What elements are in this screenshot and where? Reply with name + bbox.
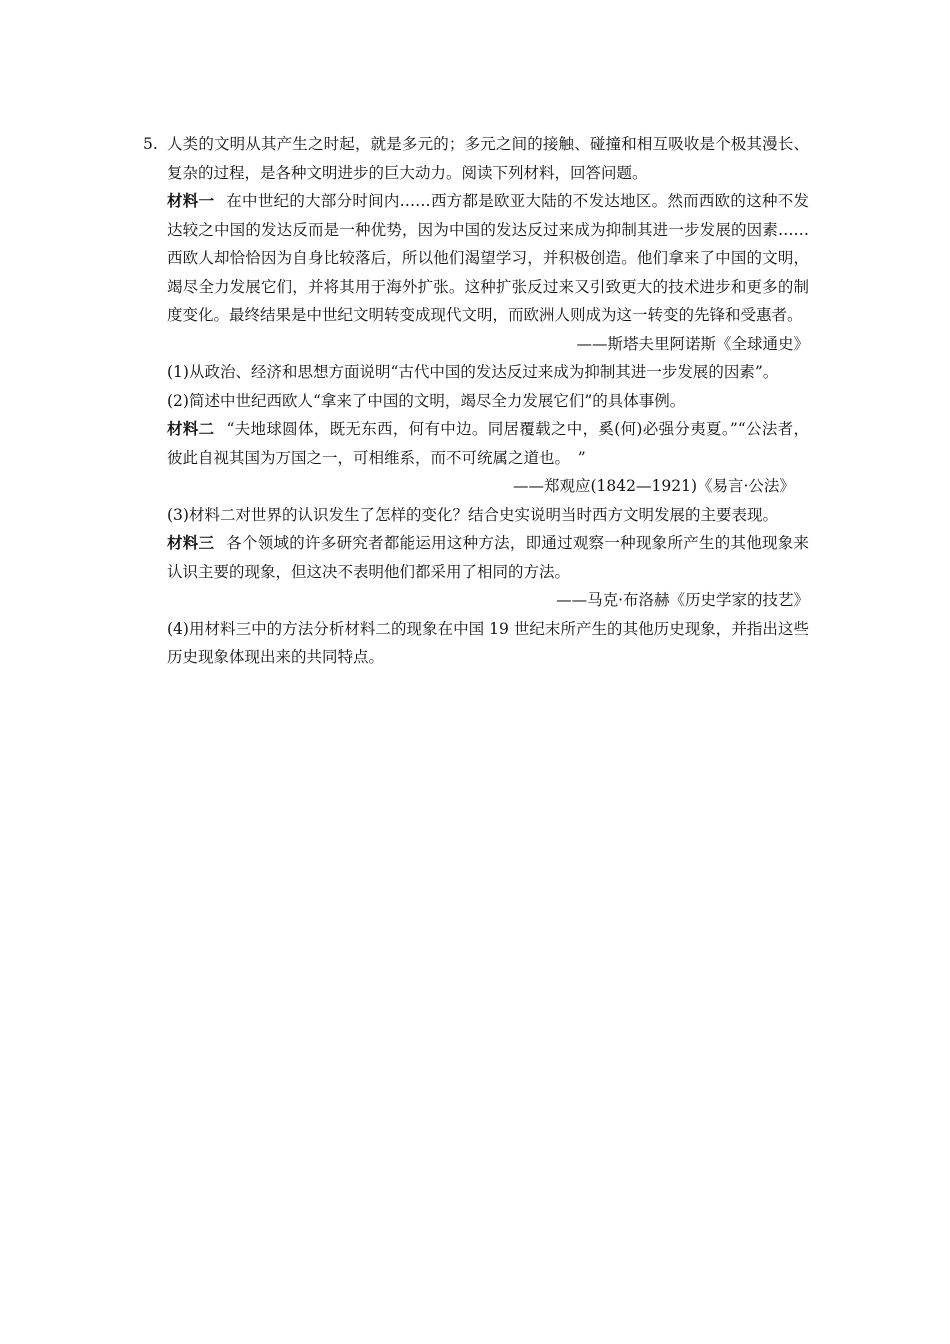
material-two-text: “夫地球圆体，既无东西，何有中边。同居覆载之中，奚(何)必强分夷夏。”“公法者，彼此自视其国为万国之一，可相维系，而不可统属之道也。 ” [167, 420, 809, 467]
material-one [167, 187, 809, 358]
question-stem [143, 130, 809, 187]
material-two-label: 材料二 [167, 420, 215, 438]
material-three-label: 材料三 [167, 534, 215, 552]
material-three-source: ——马克·布洛赫《历史学家的技艺》 [556, 591, 809, 609]
sub-question-4: (4)用材料三中的方法分析材料二的现象在中国 19 世纪末所产生的其他历史现象，并指出这些历史现象体现出来的共同特点。 [167, 619, 809, 666]
sub-question-1: (1)从政治、经济和思想方面说明“古代中国的发达反过来成为抑制其进一步发展的因素”。 [167, 363, 779, 381]
question-number: 5. [143, 135, 158, 153]
sub-question-2: (2)简述中世纪西欧人“拿来了中国的文明，竭尽全力发展它们”的具体事例。 [167, 391, 686, 410]
question-block [143, 130, 809, 672]
question-stem-text: 人类的文明从其产生之时起，就是多元的；多元之间的接触、碰撞和相互吸收是个极其漫长、复杂的过程，是各种文明进步的巨大动力。阅读下列材料，回答问题。 [167, 135, 809, 182]
material-three [167, 529, 809, 586]
material-two [167, 415, 809, 472]
material-one-source: ——斯塔夫里阿诺斯《全球通史》 [576, 334, 809, 353]
material-three-text: 各个领域的许多研究者都能运用这种方法，即通过观察一种现象所产生的其他现象来认识主要的现象，但这决不表明他们都采用了相同的方法。 [167, 534, 809, 581]
material-two-source: ——郑观应(1842—1921)《易言·公法》 [513, 477, 795, 495]
sub-question-3: (3)材料二对世界的认识发生了怎样的变化？结合史实说明当时西方文明发展的主要表现。 [167, 505, 778, 524]
material-one-text: 在中世纪的大部分时间内……西方都是欧亚大陆的不发达地区。然而西欧的这种不发达较之中国的发达反而是一种优势，因为中国的发达反过来成为抑制其进一步发展的因素……西欧人却恰恰因为自身比较落后，所以他们渴望学习，并积极创造。他们拿来了中国的文明，竭尽全力发展它们，并将其用于海外扩张。这种扩张反过来又引致更大的技术进步和更多的制度变化。最终结果是中世纪文明转变成现代文明，而欧洲人则成为这一转变的先锋和受惠者。 [167, 192, 809, 324]
material-one-label: 材料一 [167, 192, 215, 210]
